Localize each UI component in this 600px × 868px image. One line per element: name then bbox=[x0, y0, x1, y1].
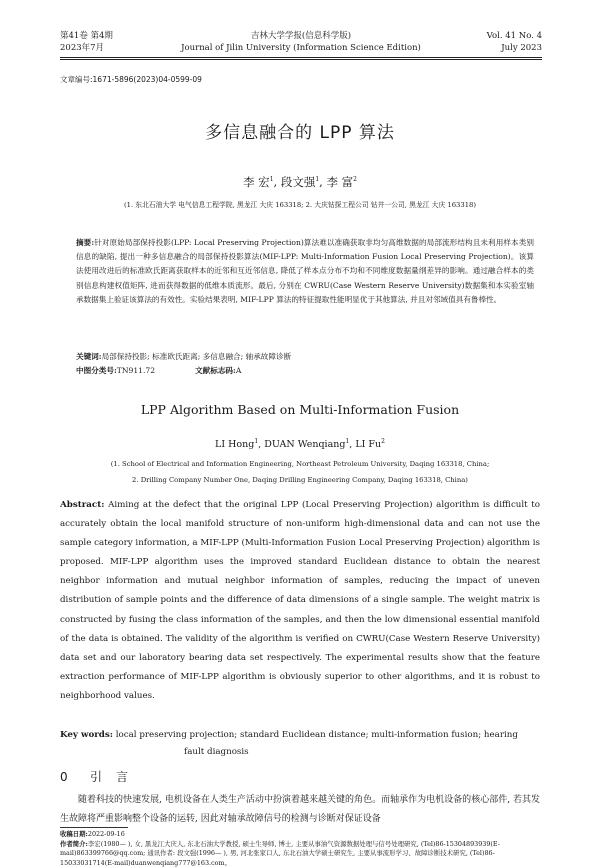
header-date-cn: 2023年7月 bbox=[60, 43, 105, 53]
cn-keywords bbox=[76, 350, 534, 364]
cn-affiliation: (1. 东北石油大学 电气信息工程学院, 黑龙江 大庆 163318; 2. 大庆钻探工程公司 钻井一公司, 黑龙江 大庆 163318) bbox=[123, 201, 477, 209]
cn-doc-label: 文献标志码: bbox=[195, 366, 236, 375]
en-title: LPP Algorithm Based on Multi-Information Fusion bbox=[140, 402, 460, 417]
section-title-char: 引 bbox=[90, 770, 103, 784]
header-journal-en: Journal of Jilin University (Information Science Edition) bbox=[181, 43, 421, 53]
header-journal-cn: 吉林大学学报(信息科学版) bbox=[250, 31, 352, 41]
cn-keywords-text: 局部保持投影; 标准欧氏距离; 多信息融合; 轴承故障诊断 bbox=[101, 352, 292, 361]
footnote-author-info: 李宏(1980— ), 女, 黑龙江大庆人, 东北石油大学教授, 硕士生导师, 博士, 主要从事油气资源数据处理与信号处理研究, (Tel)86-15304893939(E-mail)863399766@qq.com; 通讯作者: 段文强(1996— ), 男, 河北张家口人, 东北石油大学硕士研究生, 主要从事流形学习、故障诊断技术研究, (Tel)86-15033031714(E-mail)duanwenqiang777@163.com。 bbox=[60, 839, 500, 867]
cn-doc-code: A bbox=[235, 366, 242, 375]
en-affiliation-1: (1. School of Electrical and Information Engineering, Northeast Petroleum University, Daqing 163318, China; bbox=[110, 460, 490, 468]
cn-author: 李 宏 bbox=[243, 175, 270, 189]
en-abstract bbox=[60, 496, 540, 706]
cn-class-label: 中图分类号: bbox=[76, 366, 117, 375]
cn-author: 段文强 bbox=[280, 175, 316, 189]
footnote-author-label: 作者简介: bbox=[60, 839, 88, 848]
header-rule-bottom bbox=[60, 59, 542, 60]
header-volume-info-en bbox=[487, 30, 542, 54]
footnote-received bbox=[60, 830, 540, 840]
footnote-received-date: 2022-09-16 bbox=[87, 830, 125, 838]
cn-keywords-label: 关键词: bbox=[76, 352, 102, 361]
en-author-sup: 1 bbox=[345, 438, 350, 445]
en-keywords-label: Key words: bbox=[60, 730, 113, 740]
en-keywords bbox=[60, 727, 540, 761]
cn-author-sup: 2 bbox=[353, 176, 357, 184]
header-vol-no: Vol. 41 No. 4 bbox=[486, 31, 542, 41]
header-journal-name bbox=[60, 30, 542, 54]
cn-abstract-text: 针对原始局部保持投影(LPP: Local Preserving Projection)算法难以准确获取非均匀高维数据的局部流形结构且未利用样本类别信息的缺陷, 提出一种多信息融合的局部保持投影算法(MIF-LPP: Multi-Information Fusion Local Preserving Projection)。该算法使用改进后的标准欧氏距离获取样本的近邻和互近邻信息, 降低了样本点分布不均和不同维度数据量纲差异的影响。通过融合样本的类别信息构建权值矩阵, 进而获得数据的低维本质流形。最后, 分别在 CWRU(Case Western Reserve University)数据集和本实验室轴承数据集上验证该算法的有效性。实验结果表明, MIF-LPP 算法的特征提取性能明显优于其他算法, 并且对邻域值具有鲁棒性。 bbox=[76, 238, 534, 304]
cn-authors: 李 宏$^1$, 段文强$^1$, 李 富$^2$ bbox=[243, 175, 357, 189]
en-author-sup: 2 bbox=[381, 438, 385, 445]
en-keywords-line2: fault diagnosis bbox=[184, 747, 249, 757]
en-author: LI Hong bbox=[215, 439, 255, 451]
section-heading-intro bbox=[60, 768, 142, 785]
en-abstract-text: Aiming at the defect that the original LPP (Local Preserving Projection) algorithm is difficult to accurately obtain the local manifold structure of non-uniform high-dimensional data and can not use the sample category information, a MIF-LPP (Multi-Information Fusion Local Preserving Projection) algorithm is proposed. MIF-LPP algorithm uses the improved standard Euclidean distance to obtain the nearest neighbor information and mutual neighbor information of samples, reducing the impact of uneven distribution of sample points and the difference of data dimensions of a single sample. The weight matrix is constructed by fusing the class information of the samples, and then the low dimensional essential manifold of the data is obtained. The validity of the algorithm is verified on CWRU(Case Western Reserve University) data set and our laboratory bearing data set respectively. The experimental results show that the feature extraction performance of MIF-LPP algorithm is obviously superior to other algorithms, and it is robust to neighborhood values. bbox=[60, 500, 541, 701]
article-number: 文章编号:1671-5896(2023)04-0599-09 bbox=[60, 75, 202, 84]
running-header bbox=[60, 30, 542, 64]
en-authors: LI Hong$^1$, DUAN Wenqiang$^1$, LI Fu$^2$ bbox=[215, 438, 385, 451]
intro-paragraph: 随着科技的快速发展, 电机设备在人类生产活动中扮演着越来越关键的角色。而轴承作为电机设备的核心部件, 若其发生故障将严重影响整个设备的运转, 因此对轴承故障信号的检测与诊断对保证设备 bbox=[60, 795, 540, 824]
en-author: DUAN Wenqiang bbox=[264, 439, 346, 451]
footnote-rule bbox=[60, 827, 128, 828]
en-author: LI Fu bbox=[355, 439, 382, 451]
footnotes bbox=[60, 830, 540, 868]
footnote-author bbox=[60, 840, 540, 868]
en-affiliation-2: 2. Drilling Company Number One, Daqing Drilling Engineering Company, Daqing 163318, China) bbox=[132, 476, 468, 484]
cn-class-no: TN911.72 bbox=[116, 366, 156, 375]
header-rule-top bbox=[60, 57, 542, 58]
cn-author: 李 富 bbox=[326, 175, 354, 189]
section-title-char: 言 bbox=[116, 770, 129, 784]
en-keywords-line1: local preserving projection; standard Euclidean distance; multi-information fusion; hearing bbox=[115, 730, 518, 740]
cn-author-sup: 1 bbox=[269, 176, 274, 184]
section-number: 0 bbox=[60, 770, 68, 784]
cn-author-sup: 1 bbox=[315, 176, 320, 184]
en-author-sup: 1 bbox=[254, 438, 259, 445]
cn-abstract-label: 摘要: bbox=[76, 238, 95, 247]
en-abstract-label: Abstract: bbox=[60, 500, 105, 510]
footnote-received-label: 收稿日期: bbox=[60, 830, 88, 838]
header-date-en: July 2023 bbox=[501, 43, 542, 53]
cn-title: 多信息融合的 LPP 算法 bbox=[205, 123, 395, 143]
cn-classification bbox=[76, 364, 534, 378]
header-volume-issue: 第41卷 第4期 bbox=[60, 31, 113, 41]
cn-abstract bbox=[76, 236, 534, 307]
